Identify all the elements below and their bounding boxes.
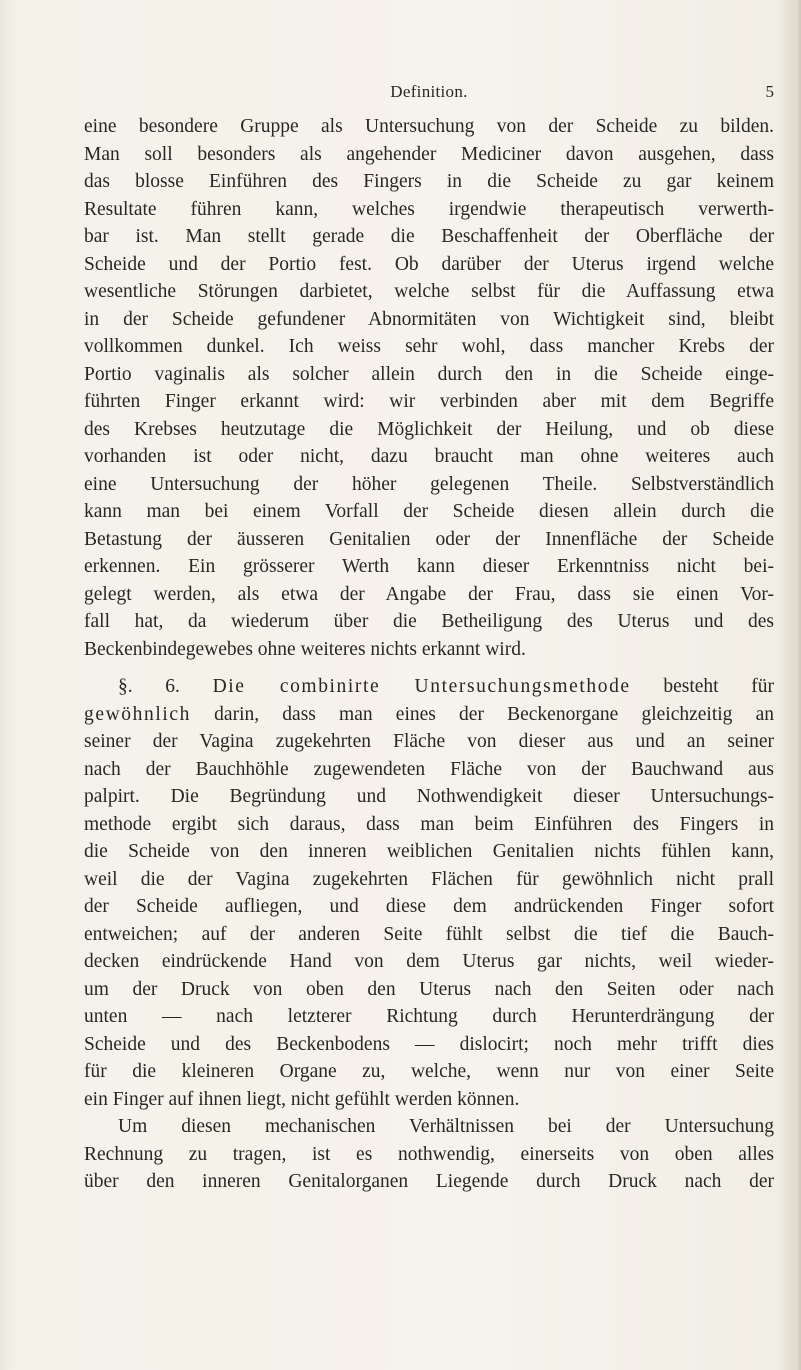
text-line: gelegt werden, als etwa der Angabe der Frau, dass sie einen Vor- <box>84 583 774 605</box>
text-line <box>84 701 774 729</box>
text-line: für die kleineren Organe zu, welche, wenn nur von einer Seite <box>84 1061 774 1082</box>
text-line: entweichen; auf der anderen Seite fühlt selbst die tief die Bauch- <box>84 923 774 945</box>
text-line: Scheide und des Beckenbodens — dislocirt; noch mehr trifft dies <box>84 1033 774 1055</box>
text-line: führten Finger erkannt wird: wir verbinden aber mit dem Begriffe <box>84 391 774 412</box>
text-line: erkennen. Ein grösserer Werth kann dieser Erkenntniss nicht bei- <box>84 556 774 577</box>
text-line: der Scheide aufliegen, und diese dem andrückenden Finger sofort <box>84 896 774 917</box>
text-line: des Krebses heutzutage die Möglichkeit der Heilung, und ob diese <box>84 418 774 440</box>
text-line: vollkommen dunkel. Ich weiss sehr wohl, dass mancher Krebs der <box>84 336 774 357</box>
body-text <box>84 113 774 1196</box>
text-line: fall hat, da wiederum über die Betheiligung des Uterus und des <box>84 611 774 632</box>
running-title: Definition. <box>390 82 468 101</box>
text-line: palpirt. Die Begründung und Nothwendigkeit dieser Untersuchungs- <box>84 786 774 807</box>
page-header <box>84 82 774 108</box>
text-line: das blosse Einführen des Fingers in die Scheide zu gar keinem <box>84 171 774 192</box>
text-fragment: darin, dass man eines der Beckenorgane gleichzeitig an <box>214 703 774 725</box>
text-line: eine Untersuchung der höher gelegenen Theile. Selbstverständlich <box>84 473 774 495</box>
text-line: methode ergibt sich daraus, dass man beim Einführen des Fingers in <box>84 813 774 835</box>
text-line: kann man bei einem Vorfall der Scheide diesen allein durch die <box>84 501 774 522</box>
text-line: Beckenbindegewebes ohne weiteres nichts erkannt wird. <box>84 638 526 660</box>
paragraph-gap <box>84 663 774 673</box>
text-line: bar ist. Man stellt gerade die Beschaffenheit der Oberfläche der <box>84 226 774 247</box>
emphasis-word: gewöhnlich <box>84 703 191 725</box>
text-line: vorhanden ist oder nicht, dazu braucht man ohne weiteres auch <box>84 446 774 467</box>
paragraph-1 <box>84 113 774 663</box>
text-line: unten — nach letzterer Richtung durch Herunterdrängung der <box>84 1006 774 1027</box>
section-6 <box>84 673 774 1113</box>
text-line: Portio vaginalis als solcher allein durch den in die Scheide einge- <box>84 363 774 385</box>
text-line: seiner der Vagina zugekehrten Fläche von dieser aus und an seiner <box>84 731 774 752</box>
text-fragment: besteht für <box>663 676 774 697</box>
section-heading-line <box>84 673 774 701</box>
text-line: wesentliche Störungen darbietet, welche selbst für die Auffassung etwa <box>84 281 774 302</box>
text-line: Man soll besonders als angehender Mediciner davon ausgehen, dass <box>84 143 774 165</box>
section-heading: Die combinirte Untersuchungsmethode <box>212 676 631 697</box>
text-line: ein Finger auf ihnen liegt, nicht gefühlt werden können. <box>84 1088 520 1110</box>
page-edge <box>795 0 801 1370</box>
text-line: weil die der Vagina zugekehrten Flächen für gewöhnlich nicht prall <box>84 868 774 890</box>
text-line: um der Druck von oben den Uterus nach den Seiten oder nach <box>84 978 774 1000</box>
text-line: nach der Bauchhöhle zugewendeten Fläche von der Bauchwand aus <box>84 758 774 780</box>
text-line: decken eindrückende Hand von dem Uterus gar nichts, weil wieder- <box>84 951 774 972</box>
text-line: in der Scheide gefundener Abnormitäten von Wichtigkeit sind, bleibt <box>84 308 774 330</box>
text-line: Scheide und der Portio fest. Ob darüber der Uterus irgend welche <box>84 253 774 275</box>
page-number: 5 <box>765 82 774 101</box>
text-line: Um diesen mechanischen Verhältnissen bei der Untersuchung <box>118 1116 774 1137</box>
text-line: Rechnung zu tragen, ist es nothwendig, einerseits von oben alles <box>84 1143 774 1165</box>
section-number: §. 6. <box>118 676 180 697</box>
text-line: über den inneren Genitalorganen Liegende durch Druck nach der <box>84 1171 774 1192</box>
paragraph-3 <box>84 1113 774 1196</box>
text-line: die Scheide von den inneren weiblichen Genitalien nichts fühlen kann, <box>84 841 774 862</box>
text-line: Betastung der äusseren Genitalien oder der Innenfläche der Scheide <box>84 528 774 550</box>
text-line: eine besondere Gruppe als Untersuchung von der Scheide zu bilden. <box>84 116 774 137</box>
text-line: Resultate führen kann, welches irgendwie therapeutisch verwerth- <box>84 198 774 220</box>
